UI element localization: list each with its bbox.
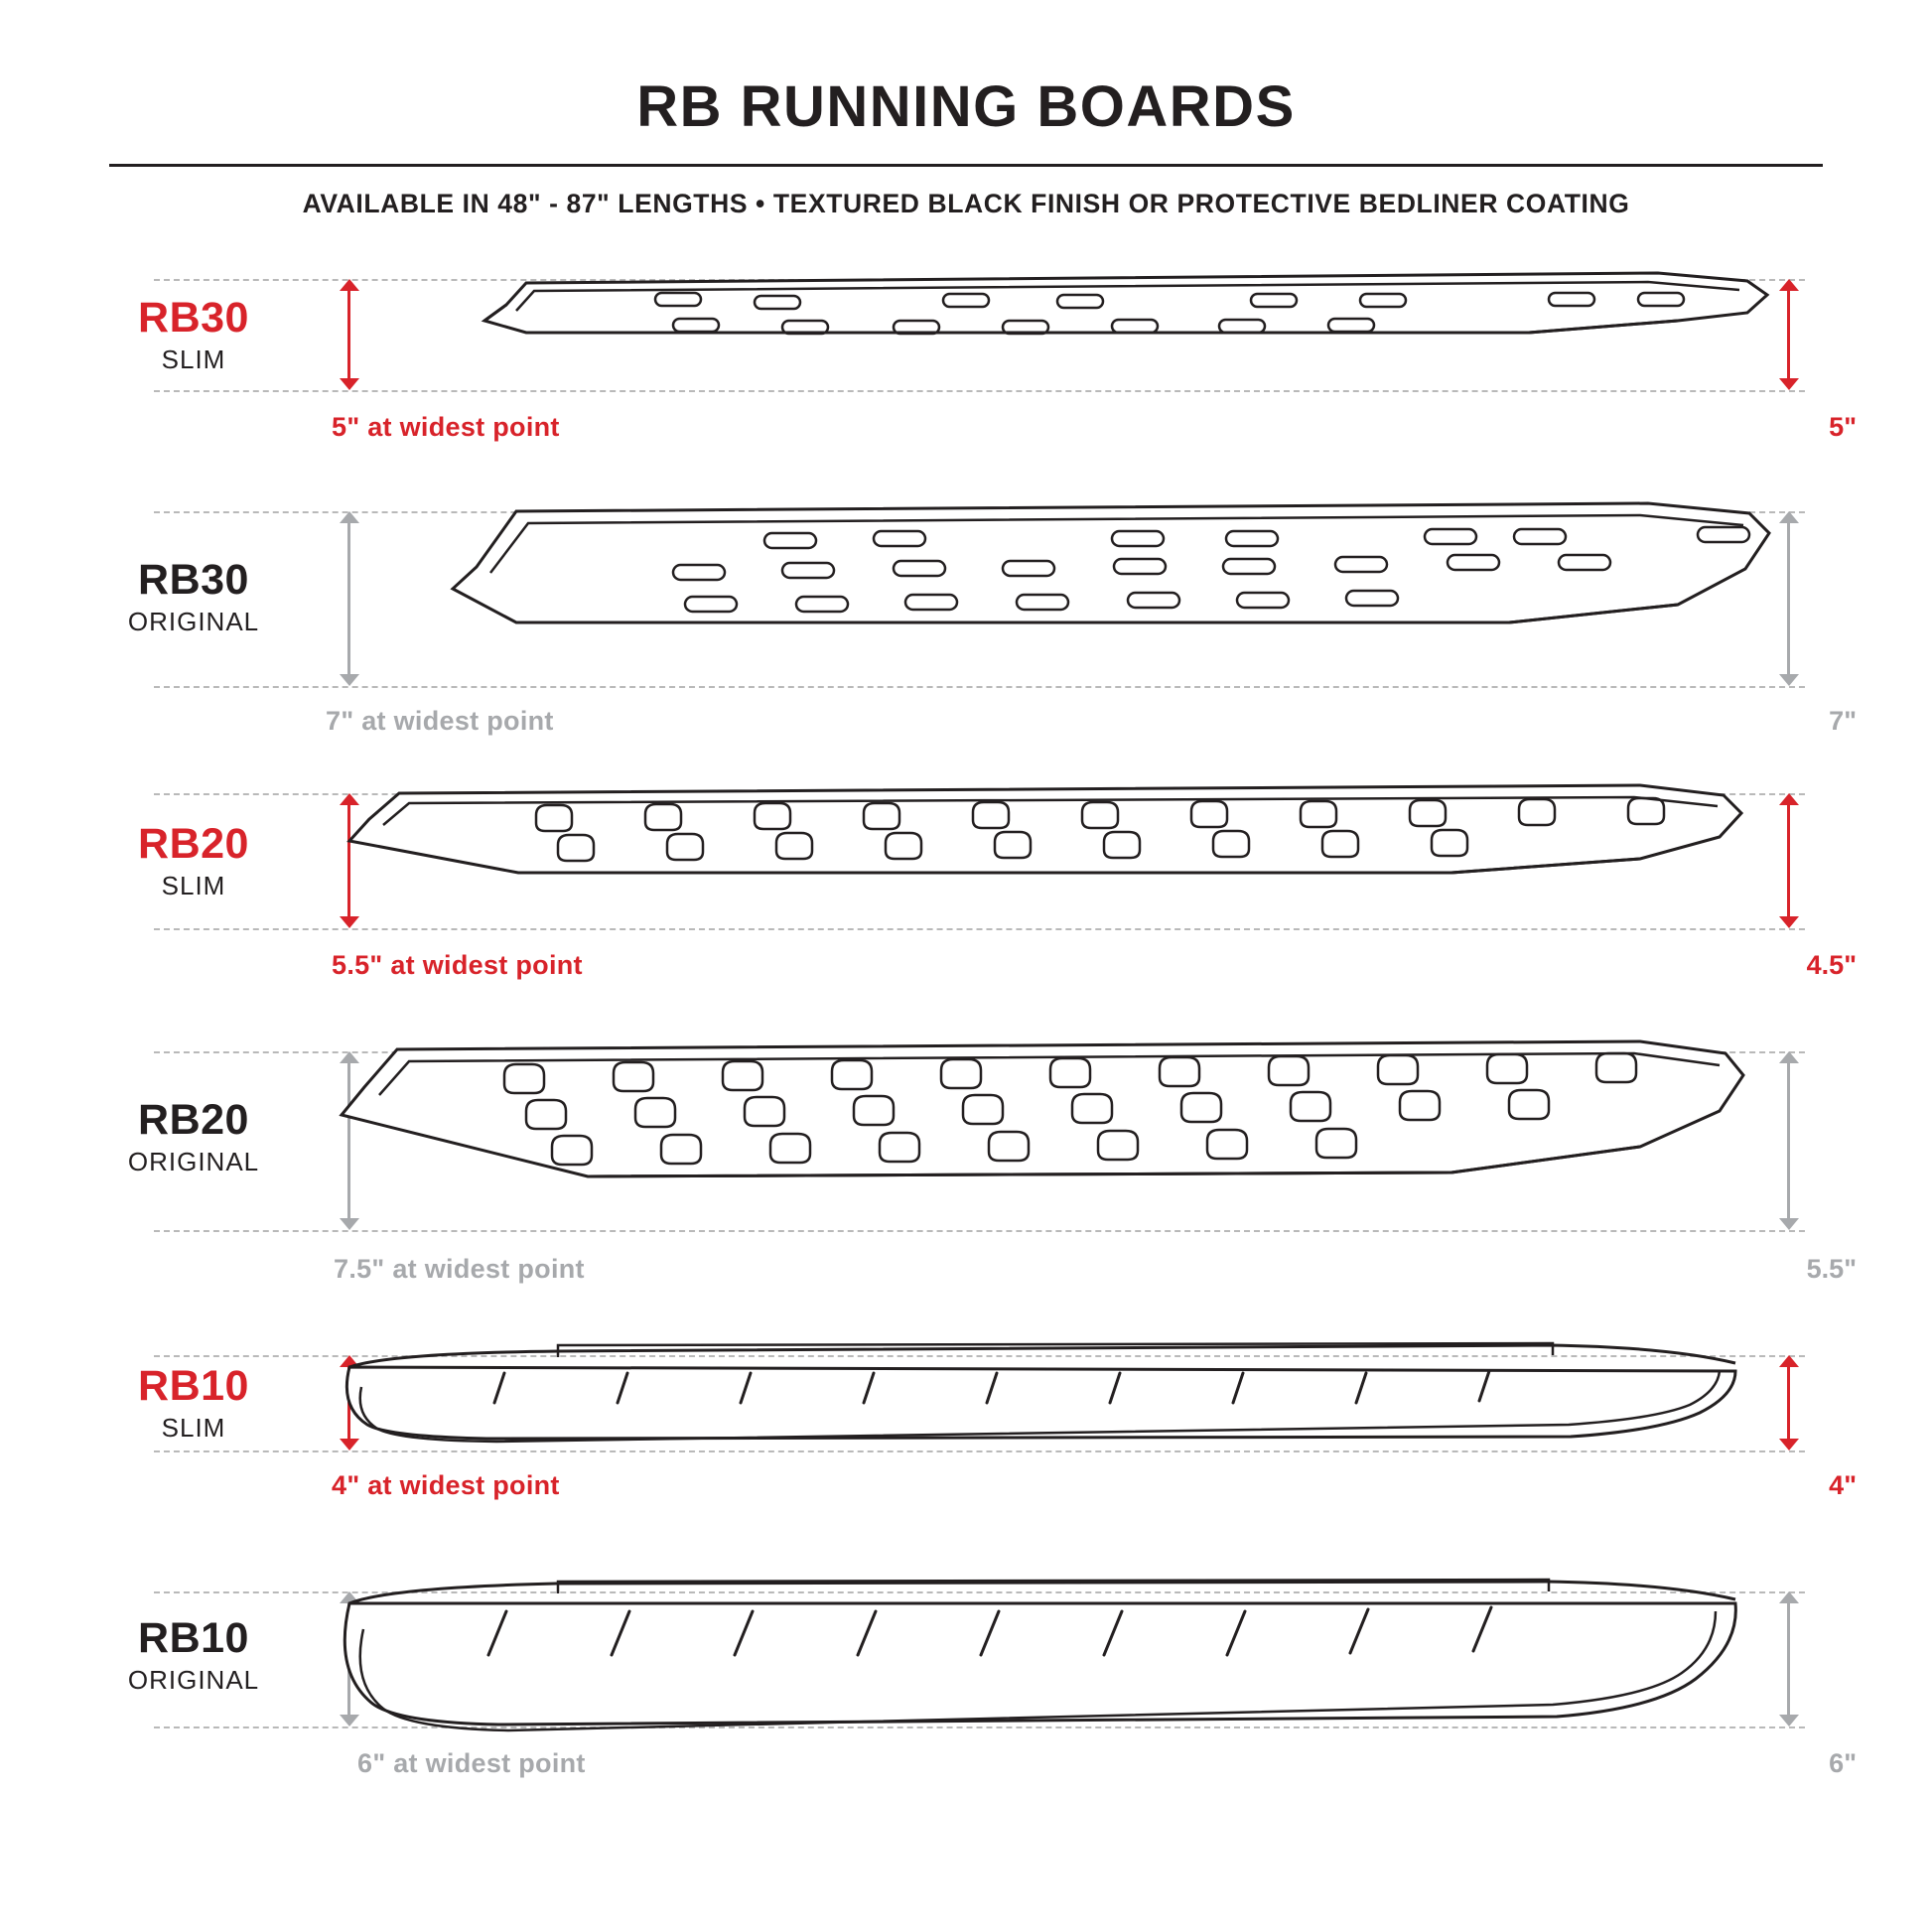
arrow-shaft (1787, 288, 1790, 381)
width-dimension-label: 7.5" at widest point (334, 1253, 585, 1284)
board-row-rb10-slim (60, 1325, 1872, 1560)
label-rb10-slim (99, 1361, 288, 1445)
board-name: RB10 (138, 1361, 249, 1410)
height-dimension-label: 7" (1829, 705, 1857, 736)
board-illustration-rb20-slim (310, 779, 1769, 938)
board-row-rb10-original (60, 1560, 1872, 1808)
height-arrow-right (1771, 793, 1805, 928)
arrow-head-down-icon (1779, 674, 1799, 686)
height-dimension-label: 4" (1829, 1469, 1857, 1500)
board-name: RB10 (138, 1613, 249, 1662)
height-arrow-right (1771, 1355, 1805, 1450)
page-title: RB RUNNING BOARDS (636, 74, 1296, 139)
arrow-shaft (1787, 520, 1790, 677)
arrow-shaft (1787, 802, 1790, 919)
height-dimension-label: 5.5" (1806, 1253, 1857, 1284)
board-variant: ORIGINAL (127, 606, 260, 636)
board-illustration-rb10-original (310, 1578, 1769, 1736)
height-arrow-right (1771, 1591, 1805, 1726)
board-illustration-rb30-slim (357, 267, 1777, 406)
board-variant: SLIM (161, 344, 226, 374)
width-dimension-label: 6" at widest point (357, 1747, 586, 1778)
board-name: RB30 (138, 555, 249, 604)
board-variant: ORIGINAL (127, 1664, 260, 1695)
header-divider (109, 164, 1823, 167)
board-rows (60, 255, 1872, 1808)
arrow-shaft (1787, 1600, 1790, 1718)
board-variant: ORIGINAL (127, 1146, 260, 1176)
arrow-head-down-icon (340, 674, 359, 686)
arrow-shaft (347, 288, 350, 381)
width-dimension-label: 4" at widest point (332, 1469, 560, 1500)
label-rb30-original (99, 555, 288, 638)
header (60, 0, 1872, 219)
arrow-shaft (1787, 1364, 1790, 1442)
board-row-rb30-slim (60, 255, 1872, 491)
label-rb20-slim (99, 819, 288, 902)
header-subtitle: AVAILABLE IN 48" - 87" LENGTHS • TEXTURED BLACK FINISH OR PROTECTIVE BEDLINER COATING (302, 188, 1630, 218)
arrow-head-down-icon (1779, 916, 1799, 928)
board-row-rb20-original (60, 1028, 1872, 1325)
height-dimension-label: 6" (1829, 1747, 1857, 1778)
board-row-rb30-original (60, 491, 1872, 769)
board-name: RB20 (138, 1095, 249, 1144)
board-variant: SLIM (161, 870, 226, 900)
board-name: RB20 (138, 819, 249, 868)
board-illustration-rb10-slim (310, 1341, 1769, 1460)
arrow-head-down-icon (1779, 1439, 1799, 1450)
arrow-head-down-icon (340, 378, 359, 390)
board-name: RB30 (138, 293, 249, 342)
label-rb10-original (99, 1613, 288, 1697)
arrow-shaft (347, 520, 350, 677)
width-dimension-label: 5.5" at widest point (332, 949, 583, 980)
label-rb20-original (99, 1095, 288, 1178)
arrow-head-down-icon (1779, 378, 1799, 390)
height-dimension-label: 5" (1829, 411, 1857, 442)
arrow-head-down-icon (1779, 1218, 1799, 1230)
board-row-rb20-slim (60, 769, 1872, 1028)
board-illustration-rb30-original (357, 497, 1777, 706)
label-rb30-slim (99, 293, 288, 376)
board-variant: SLIM (161, 1412, 226, 1443)
arrow-shaft (1787, 1060, 1790, 1221)
height-dimension-label: 4.5" (1806, 949, 1857, 980)
board-illustration-rb20-original (310, 1035, 1769, 1244)
arrow-head-down-icon (1779, 1715, 1799, 1726)
height-arrow-right (1771, 1051, 1805, 1230)
width-dimension-label: 7" at widest point (326, 705, 554, 736)
width-dimension-label: 5" at widest point (332, 411, 560, 442)
